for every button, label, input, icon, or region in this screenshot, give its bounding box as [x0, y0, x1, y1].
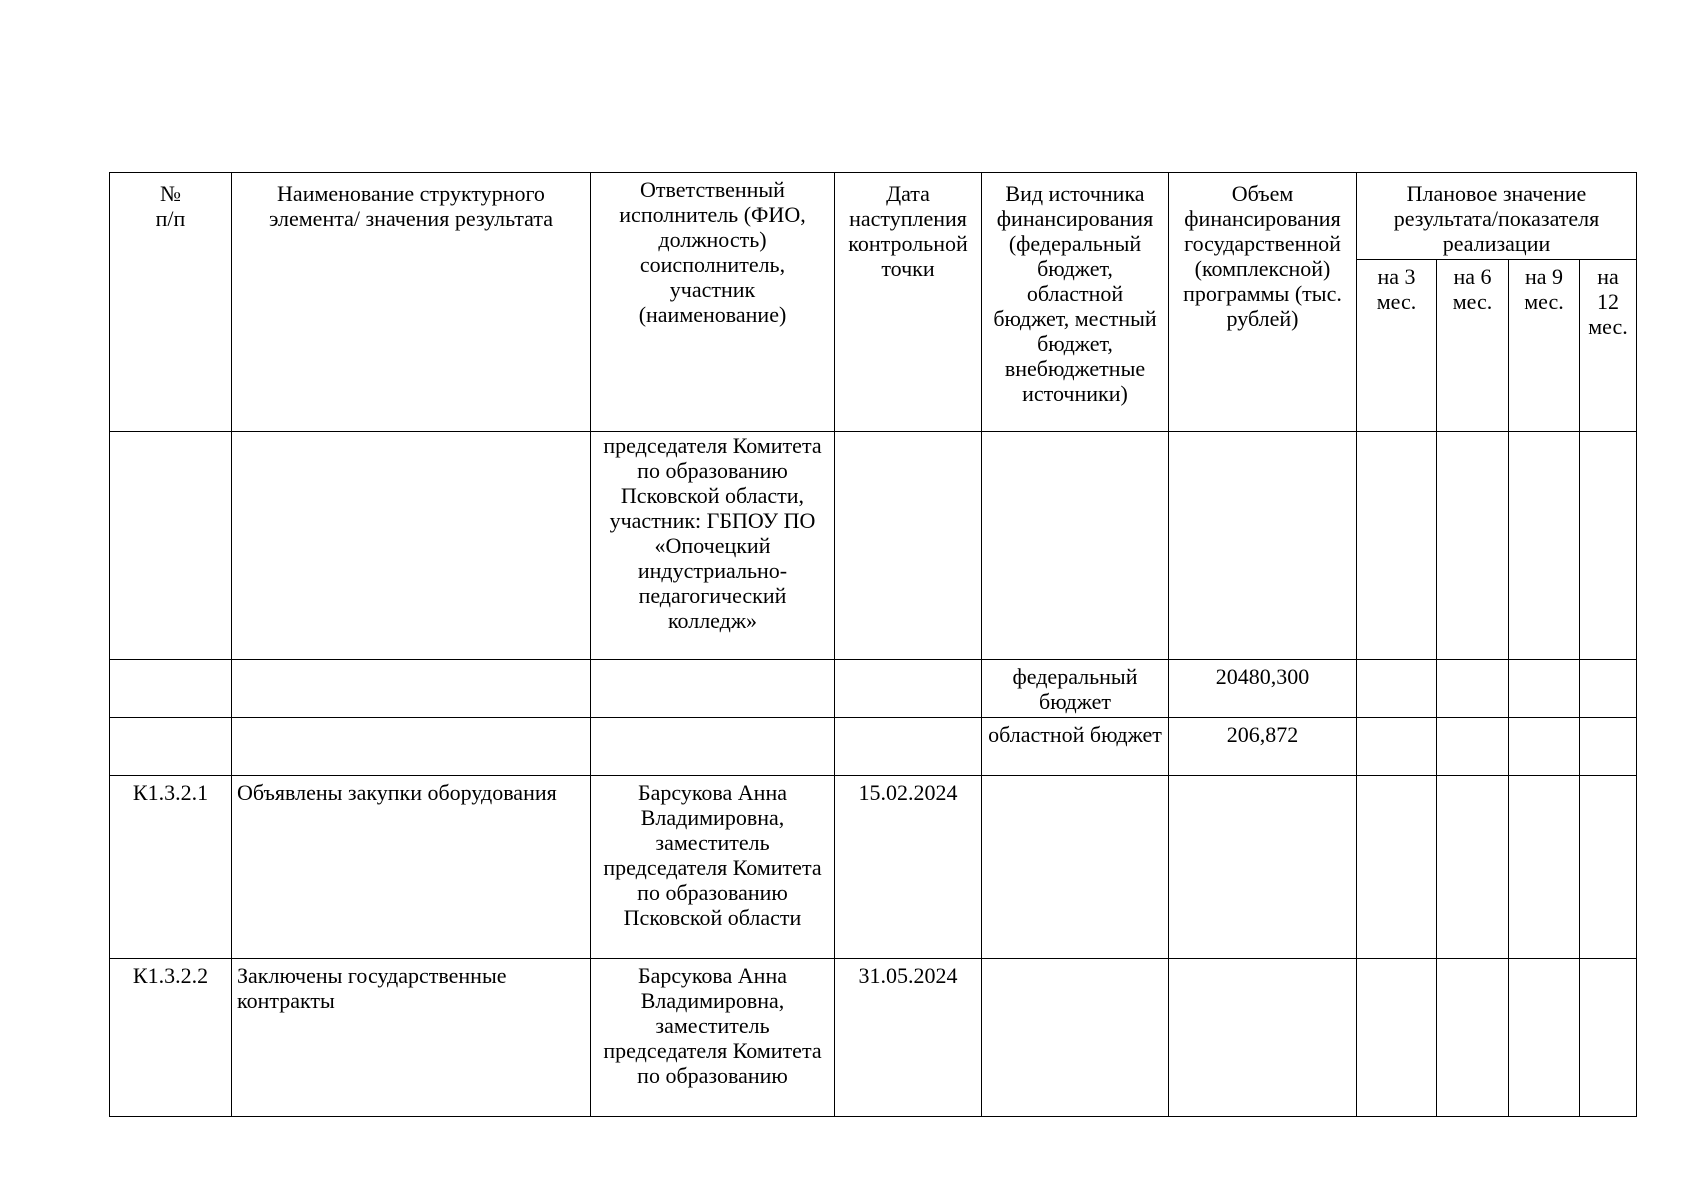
row-num	[110, 432, 232, 660]
plan-table	[109, 172, 1637, 1117]
row-m9	[1509, 432, 1580, 660]
table-row	[110, 959, 1637, 1117]
row-m3	[1357, 776, 1437, 959]
header-planned: Плановое значение результата/показателя реализации	[1357, 173, 1637, 260]
header-m12: на 12 мес.	[1580, 260, 1637, 432]
row-responsible	[591, 660, 835, 718]
row-m12	[1580, 776, 1637, 959]
row-volume	[1169, 959, 1357, 1117]
row-num: К1.3.2.1	[110, 776, 232, 959]
row-num	[110, 660, 232, 718]
header-num: № п/п	[110, 173, 232, 432]
row-m6	[1437, 959, 1509, 1117]
row-m6	[1437, 432, 1509, 660]
row-name	[232, 432, 591, 660]
row-volume	[1169, 432, 1357, 660]
row-name	[232, 660, 591, 718]
row-m9	[1509, 660, 1580, 718]
row-m9	[1509, 959, 1580, 1117]
row-volume: 20480,300	[1169, 660, 1357, 718]
row-name: Объявлены закупки оборудования	[232, 776, 591, 959]
row-m9	[1509, 718, 1580, 776]
row-responsible: председателя Комитета по образованию Псковской области, участник: ГБПОУ ПО «Опочецкий индустриально-педагогический колледж»	[591, 432, 835, 660]
header-row	[110, 173, 1637, 260]
row-m6	[1437, 776, 1509, 959]
row-source	[982, 959, 1169, 1117]
header-m6: на 6 мес.	[1437, 260, 1509, 432]
row-date: 31.05.2024	[835, 959, 982, 1117]
row-date: 15.02.2024	[835, 776, 982, 959]
row-m6	[1437, 718, 1509, 776]
row-date	[835, 718, 982, 776]
table-row	[110, 660, 1637, 718]
row-source: федеральный бюджет	[982, 660, 1169, 718]
row-num	[110, 718, 232, 776]
header-m9: на 9 мес.	[1509, 260, 1580, 432]
header-name: Наименование структурного элемента/ значения результата	[232, 173, 591, 432]
row-name	[232, 718, 591, 776]
row-date	[835, 660, 982, 718]
row-source: областной бюджет	[982, 718, 1169, 776]
row-m3	[1357, 432, 1437, 660]
row-volume	[1169, 776, 1357, 959]
row-m12	[1580, 959, 1637, 1117]
row-num: К1.3.2.2	[110, 959, 232, 1117]
row-m3	[1357, 660, 1437, 718]
row-source	[982, 776, 1169, 959]
header-m3: на 3 мес.	[1357, 260, 1437, 432]
row-responsible: Барсукова Анна Владимировна, заместитель председателя Комитета по образованию Псковской области	[591, 776, 835, 959]
table-row	[110, 432, 1637, 660]
table-row	[110, 776, 1637, 959]
header-volume: Объем финансирования государственной (комплексной) программы (тыс. рублей)	[1169, 173, 1357, 432]
row-date	[835, 432, 982, 660]
row-m12	[1580, 432, 1637, 660]
row-source	[982, 432, 1169, 660]
row-m12	[1580, 718, 1637, 776]
row-volume: 206,872	[1169, 718, 1357, 776]
table-row	[110, 718, 1637, 776]
row-m9	[1509, 776, 1580, 959]
row-name: Заключены государственные контракты	[232, 959, 591, 1117]
row-m12	[1580, 660, 1637, 718]
row-m3	[1357, 959, 1437, 1117]
row-m6	[1437, 660, 1509, 718]
header-source: Вид источника финансирования (федеральный бюджет, областной бюджет, местный бюджет, внебюджетные источники)	[982, 173, 1169, 432]
header-date: Дата наступления контрольной точки	[835, 173, 982, 432]
row-responsible: Барсукова Анна Владимировна, заместитель председателя Комитета по образованию	[591, 959, 835, 1117]
row-responsible	[591, 718, 835, 776]
header-responsible: Ответственный исполнитель (ФИО, должность) соисполнитель, участник (наименование)	[591, 173, 835, 432]
row-m3	[1357, 718, 1437, 776]
